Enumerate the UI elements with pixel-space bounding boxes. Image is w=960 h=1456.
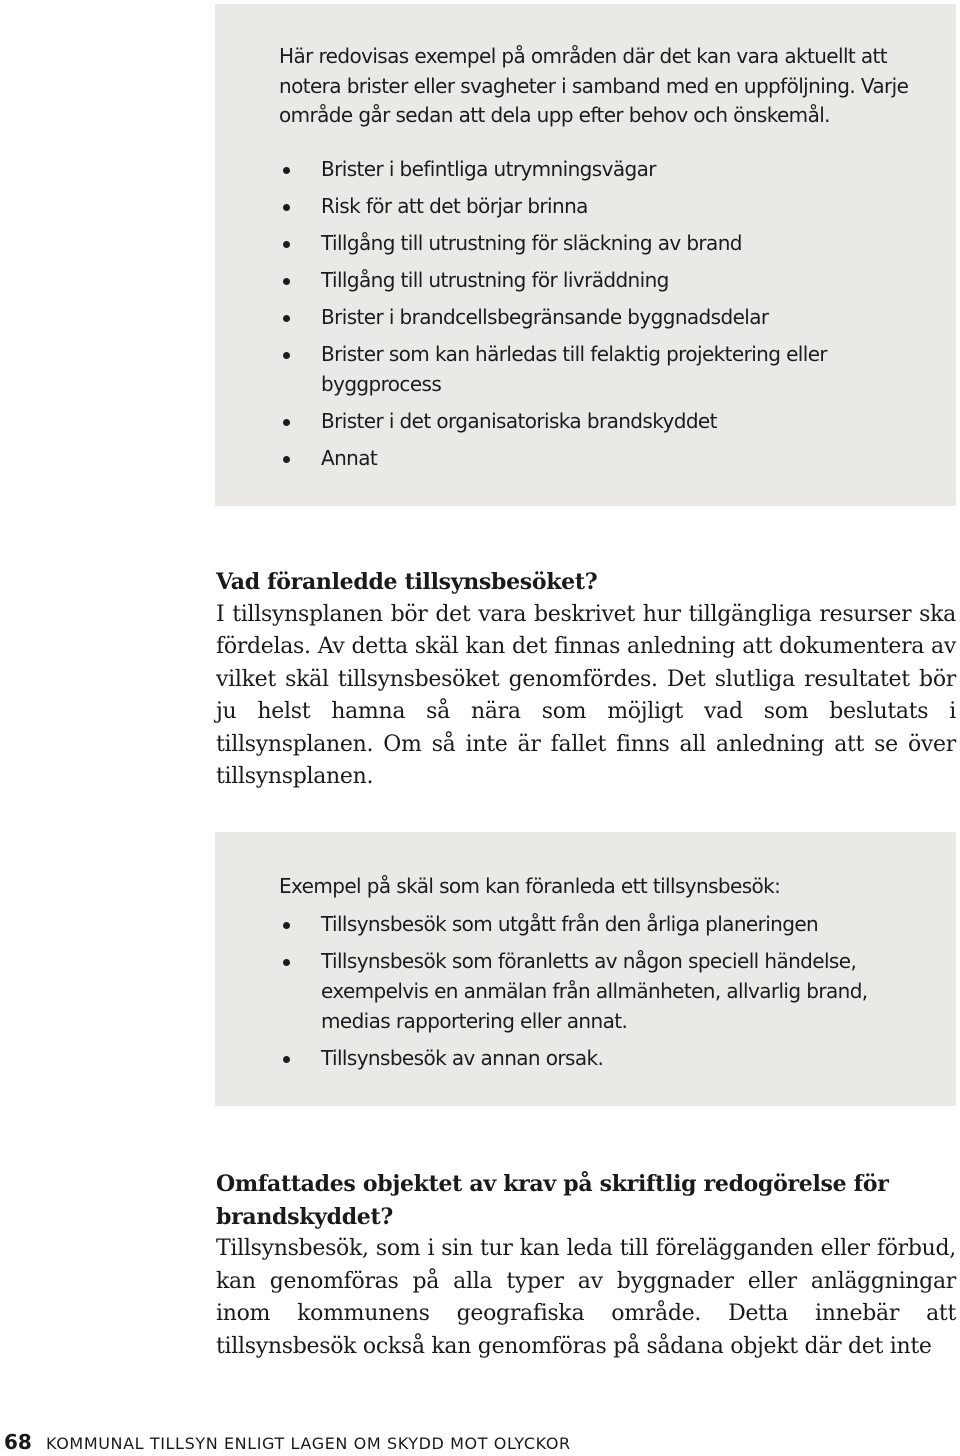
list-item (279, 265, 919, 295)
list-item-text: Tillsynsbesök som föranletts av någon speciell händelse, exempelvis en anmälan från allmänheten, allvarlig brand, medias rapportering eller annat. (321, 949, 868, 1033)
section-body: I tillsynsplanen bör det vara beskrivet hur tillgängliga resurser ska fördelas. Av detta skäl kan det finnas anledning att dokumentera av vilket skäl tillsynsbesöket genomfördes. Det slutliga resultatet bör ju helst hamna så nära som möjligt vad som beslutats i tillsynsplanen. Om så inte är fallet finns all anledning att se över tillsynsplanen. (216, 601, 956, 789)
list-item (279, 154, 919, 184)
bullet-icon (283, 419, 290, 426)
list-item (279, 1043, 919, 1073)
example-areas-box (215, 4, 956, 506)
list-item (279, 909, 919, 939)
bullet-icon (283, 241, 290, 248)
list-item-text: Tillgång till utrustning för släckning av brand (321, 231, 742, 255)
section-inspection-reason (216, 566, 956, 794)
list-item-text: Annat (321, 446, 378, 470)
box-intro-text: Här redovisas exempel på områden där det kan vara aktuellt att notera brister eller svagheter i samband med en uppföljning. Varje område går sedan att dela upp efter behov och önskemål. (279, 44, 909, 127)
list-item-text: Tillsynsbesök av annan orsak. (321, 1046, 604, 1070)
list-item-text: Risk för att det börjar brinna (321, 194, 588, 218)
list-item (279, 946, 919, 1036)
list-item-text: Brister i befintliga utrymningsvägar (321, 157, 656, 181)
bullet-icon (283, 278, 290, 285)
page-number: 68 (4, 1430, 32, 1454)
page-footer (0, 1428, 960, 1456)
list-item (279, 302, 919, 332)
reasons-list (279, 909, 919, 1080)
section-heading: Vad föranledde tillsynsbesöket? (216, 569, 598, 595)
list-item (279, 191, 919, 221)
bullet-icon (283, 315, 290, 322)
list-item (279, 406, 919, 436)
bullet-icon (283, 959, 290, 966)
section-body: Tillsynsbesök, som i sin tur kan leda till förelägganden eller förbud, kan genomföras på alla typer av byggnader eller anläggningar inom kommunens geografiska område. Detta innebär att tillsynsbesök också kan genomföras på sådana objekt där det inte (216, 1236, 956, 1359)
list-item-text: Tillgång till utrustning för livräddning (321, 268, 669, 292)
list-item-text: Brister i brandcellsbegränsande byggnadsdelar (321, 305, 769, 329)
running-title: KOMMUNAL TILLSYN ENLIGT LAGEN OM SKYDD MOT OLYCKOR (46, 1434, 571, 1453)
bullet-icon (283, 352, 290, 359)
box-intro-text: Exempel på skäl som kan föranleda ett tillsynsbesök: (279, 874, 781, 898)
section-written-report (216, 1168, 956, 1363)
bullet-icon (283, 204, 290, 211)
bullet-icon (283, 922, 290, 929)
reasons-box (215, 832, 956, 1106)
list-item (279, 228, 919, 258)
list-item-text: Brister som kan härledas till felaktig projektering eller byggprocess (321, 342, 828, 396)
list-item-text: Brister i det organisatoriska brandskyddet (321, 409, 717, 433)
list-item (279, 443, 919, 473)
example-areas-list (279, 154, 919, 480)
bullet-icon (283, 456, 290, 463)
list-item (279, 339, 919, 399)
list-item-text: Tillsynsbesök som utgått från den årliga planeringen (321, 912, 819, 936)
bullet-icon (283, 167, 290, 174)
bullet-icon (283, 1056, 290, 1063)
section-heading: Omfattades objektet av krav på skriftlig redogörelse för brandskyddet? (216, 1171, 889, 1230)
